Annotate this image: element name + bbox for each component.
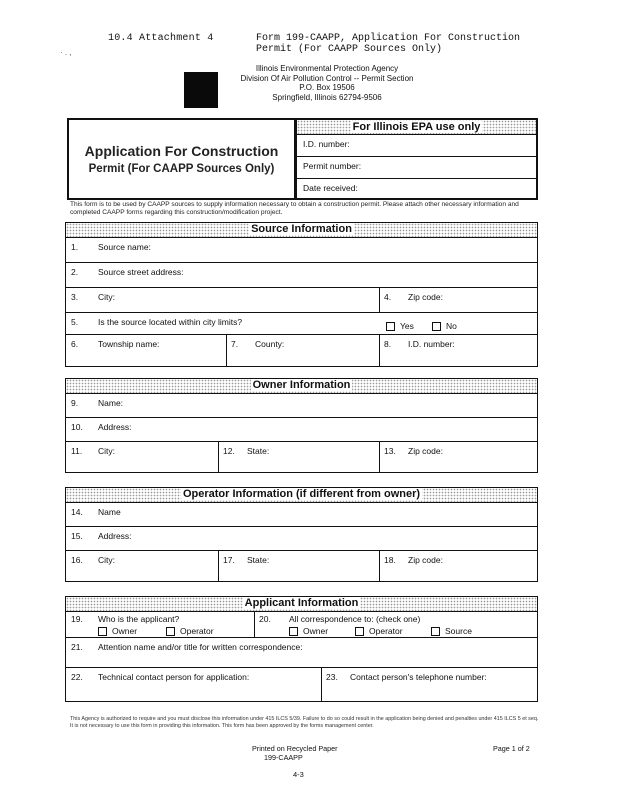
field-number: 17.: [223, 555, 235, 565]
field-number: 1.: [71, 242, 79, 252]
source-city-limits-row: [66, 313, 537, 335]
field-number: 2.: [71, 267, 79, 277]
applicant-operator-option[interactable]: [166, 626, 214, 636]
owner-city-field[interactable]: [66, 442, 218, 473]
correspondence-to-field: [254, 612, 537, 637]
agency-city: Springfield, Illinois 62794-9506: [272, 92, 382, 102]
printed-text: Printed on Recycled Paper: [252, 744, 338, 753]
field-number: 6.: [71, 339, 79, 349]
applicant-choice-row: [66, 612, 537, 638]
field-label: Attention name and/or title for written correspondence:: [98, 642, 303, 652]
epa-permit-label: Permit number:: [303, 161, 362, 171]
epa-date-field[interactable]: [297, 178, 536, 200]
owner-address-field[interactable]: [66, 418, 537, 442]
field-label: City:: [98, 292, 115, 302]
operator-information-section: [65, 487, 538, 582]
field-number: 14.: [71, 507, 83, 517]
owner-label: Owner: [112, 626, 138, 636]
no-label: No: [446, 321, 457, 331]
no-checkbox[interactable]: [432, 322, 441, 331]
printed-on-recycled: [252, 744, 338, 762]
field-label: Source name:: [98, 242, 151, 252]
field-number: 18.: [384, 555, 396, 565]
source-city-field[interactable]: [66, 288, 379, 312]
field-label: All correspondence to: (check one): [289, 614, 421, 624]
who-is-applicant-field: [66, 612, 254, 637]
field-number: 11.: [71, 446, 83, 456]
field-number: 5.: [71, 317, 79, 327]
application-title-box: [67, 118, 296, 200]
field-label: I.D. number:: [408, 339, 455, 349]
yes-label: Yes: [400, 321, 414, 331]
correspondence-operator-option[interactable]: [355, 626, 403, 636]
field-label: State:: [247, 555, 270, 565]
source-name-field[interactable]: [66, 238, 537, 263]
title-line2: Permit (For CAAPP Sources Only): [88, 163, 275, 175]
operator-checkbox[interactable]: [355, 627, 364, 636]
agency-pobox: P.O. Box 19506: [299, 83, 355, 92]
source-street-field[interactable]: [66, 263, 537, 288]
field-label: Address:: [98, 422, 132, 432]
field-number: 16.: [71, 555, 83, 565]
operator-label: Operator: [180, 626, 214, 636]
owner-city-row: [66, 442, 537, 473]
source-id-field[interactable]: [379, 335, 537, 366]
technical-contact-field[interactable]: [66, 668, 321, 702]
operator-information-heading: [66, 488, 537, 503]
field-label: Zip code:: [408, 446, 443, 456]
operator-state-field[interactable]: [218, 551, 379, 582]
form-title-line1: Form 199-CAAPP, Application For Construction: [256, 33, 521, 44]
epa-use-heading: [297, 120, 536, 134]
field-label: Contact person's telephone number:: [350, 672, 487, 682]
operator-city-row: [66, 551, 537, 582]
correspondence-source-option[interactable]: [431, 626, 472, 636]
field-number: 4.: [384, 292, 392, 302]
page-indicator: Page 1 of 2: [493, 744, 530, 753]
owner-information-section: [65, 378, 538, 473]
field-label: City:: [98, 446, 115, 456]
agency-logo: [184, 72, 218, 108]
owner-checkbox[interactable]: [98, 627, 107, 636]
owner-label: Owner: [303, 626, 329, 636]
township-field[interactable]: [66, 335, 226, 366]
applicant-owner-option[interactable]: [98, 626, 137, 636]
epa-permit-field[interactable]: [297, 156, 536, 178]
operator-name-field[interactable]: [66, 503, 537, 527]
field-label: City:: [98, 555, 115, 565]
field-label: Township name:: [98, 339, 160, 349]
source-zip-field[interactable]: [379, 288, 537, 312]
source-township-row: [66, 335, 537, 366]
epa-date-label: Date received:: [303, 183, 358, 193]
attention-name-field[interactable]: [66, 638, 537, 668]
operator-checkbox[interactable]: [166, 627, 175, 636]
owner-state-field[interactable]: [218, 442, 379, 473]
epa-id-field[interactable]: [297, 134, 536, 156]
operator-zip-field[interactable]: [379, 551, 537, 582]
field-label: Address:: [98, 531, 132, 541]
operator-address-field[interactable]: [66, 527, 537, 551]
field-number: 21.: [71, 642, 83, 652]
contact-telephone-field[interactable]: [321, 668, 537, 702]
owner-checkbox[interactable]: [289, 627, 298, 636]
field-number: 10.: [71, 422, 83, 432]
field-number: 9.: [71, 398, 79, 408]
field-label: Zip code:: [408, 555, 443, 565]
field-label: Is the source located within city limits?: [98, 317, 243, 327]
operator-city-field[interactable]: [66, 551, 218, 582]
source-heading-text: Source Information: [251, 223, 352, 235]
field-number: 13.: [384, 446, 396, 456]
title-line1: Application For Construction: [84, 143, 279, 159]
city-limits-no-option[interactable]: [432, 321, 457, 331]
instructions-text: This form is to be used by CAAPP sources to supply information necessary to obtain a construction permit. Please attach other necessary information and completed CAAPP forms regarding this construction/modification project.: [70, 201, 519, 216]
applicant-information-section: [65, 596, 538, 702]
field-label: Name: [98, 507, 121, 517]
scan-marks: · . ,: [60, 48, 72, 57]
owner-name-field[interactable]: [66, 394, 537, 418]
owner-heading-text: Owner Information: [252, 379, 351, 391]
yes-checkbox[interactable]: [386, 322, 395, 331]
source-checkbox[interactable]: [431, 627, 440, 636]
agency-name: Illinois Environmental Protection Agency: [255, 64, 399, 73]
county-field[interactable]: [226, 335, 379, 366]
agency-address: [222, 64, 432, 102]
epa-use-box: [296, 118, 538, 200]
field-number: 12.: [223, 446, 235, 456]
city-limits-yes-option[interactable]: [386, 321, 414, 331]
field-number: 15.: [71, 531, 83, 541]
field-label: County:: [255, 339, 285, 349]
owner-information-heading: [66, 379, 537, 394]
correspondence-owner-option[interactable]: [289, 626, 328, 636]
field-number: 7.: [231, 339, 239, 349]
field-label: State:: [247, 446, 270, 456]
agency-division: Division Of Air Pollution Control -- Permit Section: [240, 73, 414, 83]
disclosure-note: This Agency is authorized to require and you must disclose this information under 415 ILCS 5/39. Failure to do so could result in the application being denied and penalties under 415 ILCS 5 et seq. It is not necessary to use this form in providing this information. This form has been approved by the forms management center.: [70, 716, 539, 729]
field-label: Technical contact person for application:: [98, 672, 250, 682]
field-label: Zip code:: [408, 292, 443, 302]
page-title: [69, 142, 294, 178]
field-number: 3.: [71, 292, 79, 302]
field-label: Source street address:: [98, 267, 184, 277]
epa-id-label: I.D. number:: [303, 139, 350, 149]
source-information-section: [65, 222, 538, 367]
form-title-line2: Permit (For CAAPP Sources Only): [256, 44, 443, 55]
field-label: Name:: [98, 398, 124, 408]
field-number: 23.: [326, 672, 338, 682]
page-number: 4-3: [293, 770, 304, 779]
field-number: 19.: [71, 614, 83, 624]
attachment-label: 10.4 Attachment 4: [108, 33, 214, 44]
operator-heading-text: Operator Information (if different from owner): [182, 488, 421, 500]
source-city-zip-row: [66, 288, 537, 313]
field-number: 22.: [71, 672, 83, 682]
operator-label: Operator: [369, 626, 403, 636]
source-label: Source: [445, 626, 472, 636]
form-id: 199-CAAPP: [264, 753, 303, 762]
contact-row: [66, 668, 537, 702]
field-number: 20.: [259, 614, 271, 624]
field-label: Who is the applicant?: [98, 614, 180, 624]
field-number: 8.: [384, 339, 392, 349]
source-information-heading: [66, 223, 537, 238]
applicant-information-heading: [66, 597, 537, 612]
applicant-heading-text: Applicant Information: [244, 597, 359, 609]
epa-use-heading-text: For Illinois EPA use only: [352, 121, 481, 133]
owner-zip-field[interactable]: [379, 442, 537, 473]
